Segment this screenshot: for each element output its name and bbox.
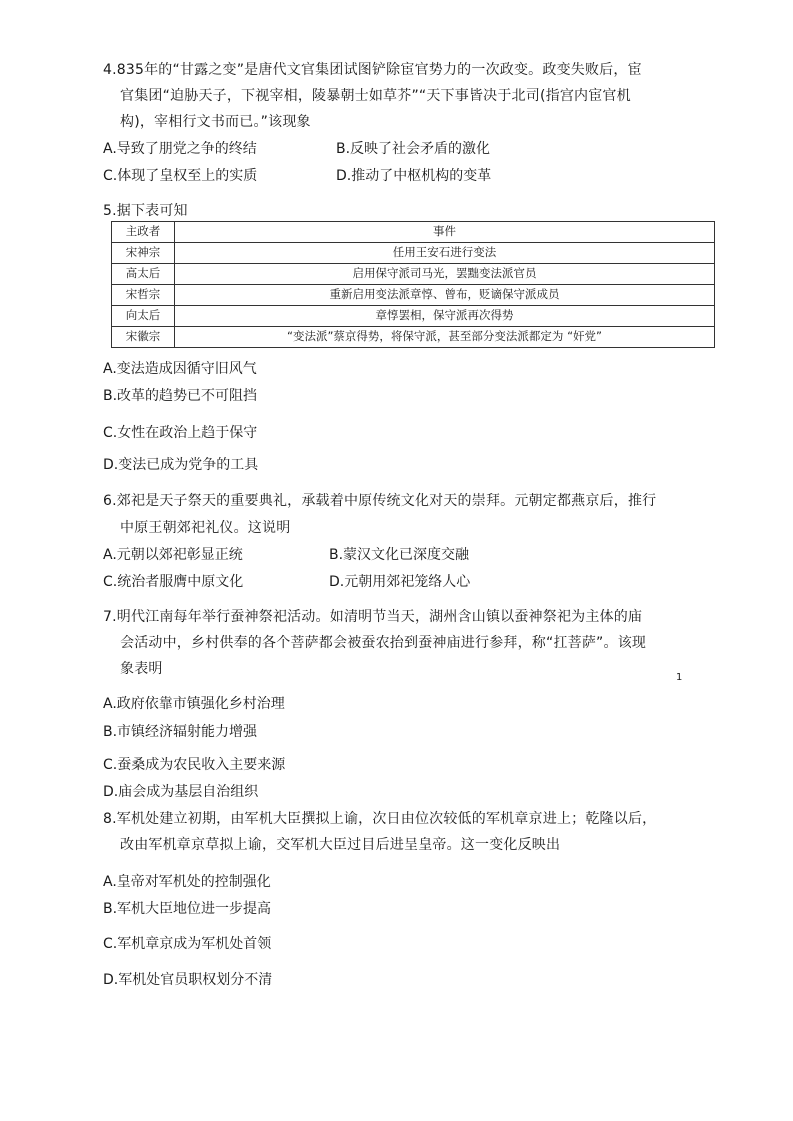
- q7-stem-line-3: 象表明: [120, 661, 163, 677]
- table-cell-ruler: 宋神宗: [112, 243, 175, 264]
- table-header-ruler: 主政者: [112, 222, 175, 243]
- q6-option-a: A.元朝以郊祀彰显正统: [103, 547, 243, 563]
- q4-stem-line-2: 官集团“迫胁天子，下视宰相，陵暴朝士如草芥”“天下事皆决于北司(指宫内宦官机: [120, 88, 631, 104]
- table-row: [112, 243, 715, 264]
- table-cell-event: 重新启用变法派章惇、曾布，贬谪保守派成员: [175, 285, 715, 306]
- table-cell-ruler: 高太后: [112, 264, 175, 285]
- q7-stem-line-2: 会活动中，乡村供奉的各个菩萨都会被蚕农抬到蚕神庙进行参拜，称“扛菩萨”。该现: [120, 635, 647, 651]
- q5-option-d: D.变法已成为党争的工具: [103, 457, 259, 473]
- table-row: [112, 327, 715, 348]
- q8-stem-line-2: 改由军机章京草拟上谕，交军机大臣过目后进呈皇帝。这一变化反映出: [120, 837, 561, 853]
- q4-option-a: A.导致了朋党之争的终结: [103, 141, 257, 157]
- table-row: [112, 264, 715, 285]
- q6-stem-line-2: 中原王朝郊祀礼仪。这说明: [120, 520, 291, 536]
- q7-option-c: C.蚕桑成为农民收入主要来源: [103, 757, 286, 773]
- table-header-event: 事件: [175, 222, 715, 243]
- table-cell-event: 启用保守派司马光，罢黜变法派官员: [175, 264, 715, 285]
- q5-option-c: C.女性在政治上趋于保守: [103, 425, 258, 441]
- q7-option-a: A.政府依靠市镇强化乡村治理: [103, 696, 285, 712]
- q8-option-a: A.皇帝对军机处的控制强化: [103, 874, 271, 890]
- table-row: [112, 285, 715, 306]
- table-row: [112, 306, 715, 327]
- table-cell-ruler: 宋哲宗: [112, 285, 175, 306]
- q8-option-d: D.军机处官员职权划分不清: [103, 972, 273, 988]
- q4-option-c: C.体现了皇权至上的实质: [103, 168, 258, 184]
- q4-stem-line-1: 4.835年的“甘露之变”是唐代文官集团试图铲除宦官势力的一次政变。政变失败后，宦: [103, 62, 642, 78]
- q4-stem-line-3: 构)，宰相行文书而已。”该现象: [120, 114, 311, 130]
- table-cell-ruler: 向太后: [112, 306, 175, 327]
- q7-stem-line-1: 7.明代江南每年举行蚕神祭祀活动。如清明节当天，湖州含山镇以蚕神祭祀为主体的庙: [103, 609, 643, 625]
- q6-stem-line-1: 6.郊祀是天子祭天的重要典礼，承载着中原传统文化对天的崇拜。元朝定都燕京后，推行: [103, 493, 657, 509]
- q8-option-c: C.军机章京成为军机处首领: [103, 936, 272, 952]
- events-table: [111, 221, 715, 348]
- q8-stem-line-1: 8.军机处建立初期，由军机大臣撰拟上谕，次日由位次较低的军机章京进上；乾隆以后，: [103, 811, 657, 827]
- q7-option-d: D.庙会成为基层自治组织: [103, 784, 259, 800]
- q5-option-a: A.变法造成因循守旧风气: [103, 361, 257, 377]
- q6-option-c: C.统治者服膺中原文化: [103, 574, 244, 590]
- q4-option-d: D.推动了中枢机构的变革: [336, 168, 492, 184]
- q4-option-b: B.反映了社会矛盾的激化: [336, 141, 491, 157]
- table-header-row: [112, 222, 715, 243]
- q6-option-d: D.元朝用郊祀笼络人心: [329, 574, 471, 590]
- q8-option-b: B.军机大臣地位进一步提高: [103, 901, 272, 917]
- q6-option-b: B.蒙汉文化已深度交融: [329, 547, 470, 563]
- table-cell-event: “变法派”蔡京得势，将保守派，甚至部分变法派都定为 “奸党”: [175, 327, 715, 348]
- q5-stem: 5.据下表可知: [103, 203, 188, 219]
- q5-option-b: B.改革的趋势已不可阻挡: [103, 388, 258, 404]
- page-number: 1: [676, 672, 683, 683]
- table-cell-event: 任用王安石进行变法: [175, 243, 715, 264]
- q7-option-b: B.市镇经济辐射能力增强: [103, 724, 258, 740]
- table-cell-event: 章惇罢相，保守派再次得势: [175, 306, 715, 327]
- table-cell-ruler: 宋徽宗: [112, 327, 175, 348]
